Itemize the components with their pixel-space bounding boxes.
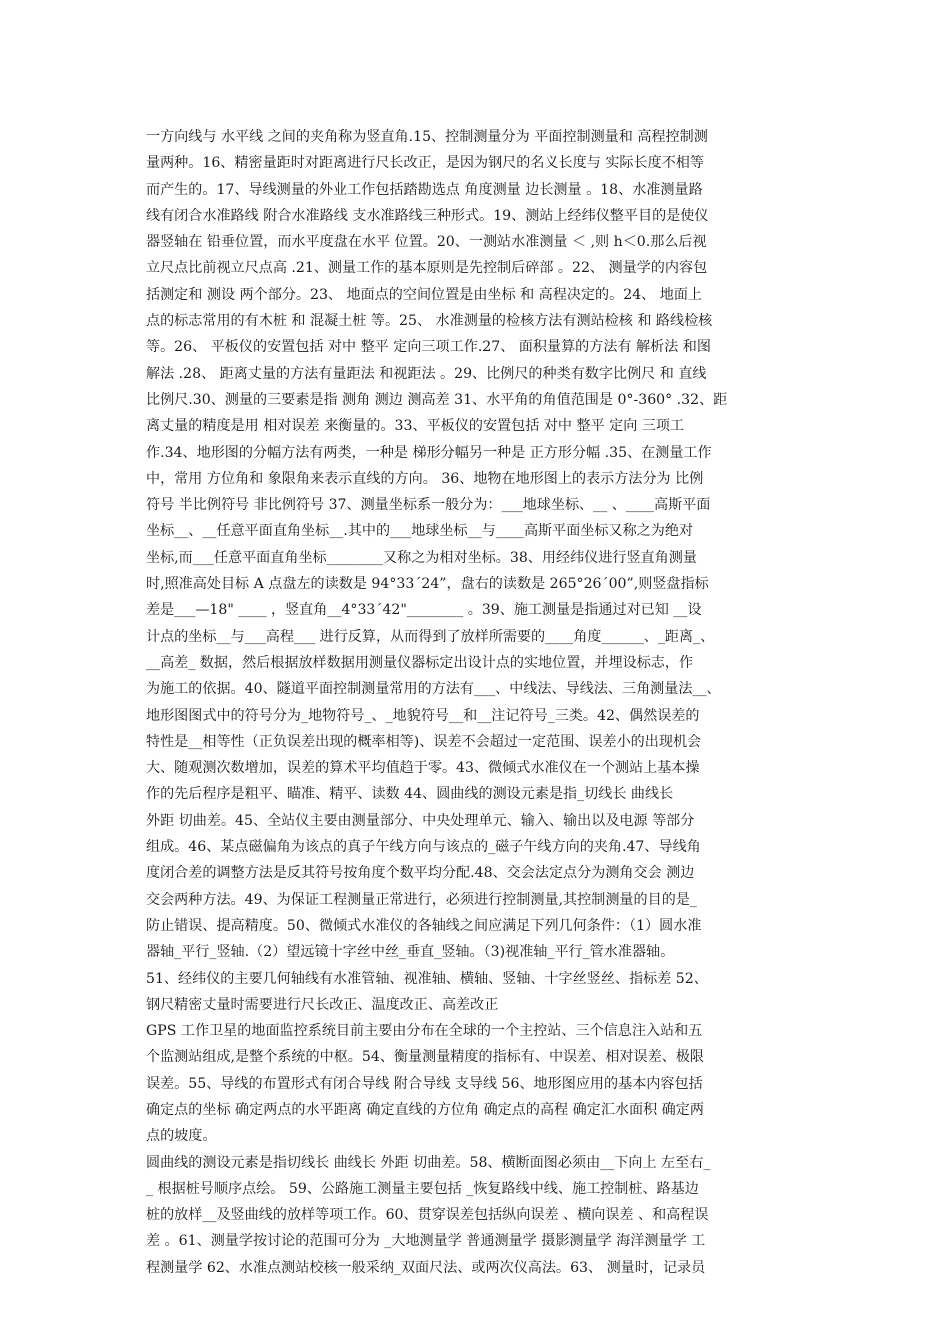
text-line: 器竖轴在 铅垂位置，而水平度盘在水平 位置。20、一测站水准测量 ＜ ,则 h＜0.那么后视 <box>146 234 707 251</box>
text-line: 地形图图式中的符号分为_地物符号_、_地貌符号__和__注记符号_三类。42、偶然误差的 <box>146 707 700 724</box>
text-line: 交会两种方法。49、为保证工程测量正常进行，必须进行控制测量,其控制测量的目的是_ <box>146 891 697 908</box>
text-line: 量两种。16、精密量距时对距离进行尺长改正，是因为钢尺的名义长度与 实际长度不相等 <box>146 155 704 172</box>
text-line: 差是___—18" ____ ，竖直角__4°33´42"________ 。39、施工测量是指通过对已知 __设 <box>146 602 702 619</box>
text-line: GPS 工作卫星的地面监控系统目前主要由分布在全球的一个主控站、三个信息注入站和五 <box>146 1023 703 1040</box>
text-line: 桩的放样__及竖曲线的放样等项工作。60、贯穿误差包括纵向误差 、横向误差 、和高程误 <box>146 1207 709 1224</box>
text-line: 组成。46、某点磁偏角为该点的真子午线方向与该点的_磁子午线方向的夹角.47、导线角 <box>146 839 701 856</box>
text-line: 解法 .28、 距离丈量的方法有量距法 和视距法 。29、比例尺的种类有数字比例尺 和 直线 <box>146 365 707 382</box>
text-line: _ 根据桩号顺序点绘。 59、公路施工测量主要包括 _恢复路线中线、施工控制桩、路基边 <box>146 1180 699 1197</box>
text-line: 钢尺精密丈量时需要进行尺长改正、温度改正、高差改正 <box>146 996 499 1013</box>
text-line: 而产生的。17、导线测量的外业工作包括踏勘选点 角度测量 边长测量 。18、水准测量路 <box>146 181 703 198</box>
text-line: 比例尺.30、测量的三要素是指 测角 测边 测高差 31、水平角的角值范围是 0°-360° .32、距 <box>146 391 728 408</box>
text-line: 特性是__相等性（正负误差出现的概率相等)、误差不会超过一定范围、误差小的出现机会 <box>146 733 702 750</box>
text-line: 离丈量的精度是用 相对误差 来衡量的。33、平板仪的安置包括 对中 整平 定向 三项工 <box>146 418 685 435</box>
text-line: 中，常用 方位角和 象限角来表示直线的方向。 36、地物在地形图上的表示方法分为 比例 <box>146 470 704 487</box>
text-line: 为施工的依据。40、隧道平面控制测量常用的方法有___、中线法、导线法、三角测量法__、 <box>146 681 721 698</box>
text-line: 作的先后程序是粗平、瞄准、精平、读数 44、圆曲线的测设元素是指_切线长 曲线长 <box>146 786 674 803</box>
text-line: 误差。55、导线的布置形式有闭合导线 附合导线 支导线 56、地形图应用的基本内容包括 <box>146 1075 703 1092</box>
text-line: 立尺点比前视立尺点高 .21、测量工作的基本原则是先控制后碎部 。22、 测量学的内容包 <box>146 260 708 277</box>
text-line: 时,照准高处目标 A 点盘左的读数是 94°33´24”，盘右的读数是 265°26´00”,则竖盘指标 <box>146 576 709 593</box>
text-line: 等。26、 平板仪的安置包括 对中 整平 定向三项工作.27、 面积量算的方法有 解析法 和图 <box>146 339 711 356</box>
text-line: 度闭合差的调整方法是反其符号按角度个数平均分配.48、交会法定点分为测角交会 测边 <box>146 865 695 882</box>
text-line: 圆曲线的测设元素是指切线长 曲线长 外距 切曲差。58、横断面图必须由__下向上 左至右_ <box>146 1154 711 1171</box>
text-line: 线有闭合水准路线 附合水准路线 支水准路线三种形式。19、测站上经纬仪整平目的是使仪 <box>146 207 709 224</box>
text-line: 坐标__、__任意平面直角坐标__.其中的___地球坐标__与____高斯平面坐标又称之为绝对 <box>146 523 694 540</box>
text-line: 坐标,而___任意平面直角坐标________又称之为相对坐标。38、用经纬仪进行竖直角测量 <box>146 549 697 566</box>
text-line: 括测定和 测设 两个部分。23、 地面点的空间位置是由坐标 和 高程决定的。24、 地面上 <box>146 286 703 303</box>
text-line: 点的标志常用的有木桩 和 混凝土桩 等。25、 水准测量的检核方法有测站检核 和 路线检核 <box>146 313 713 330</box>
text-line: 符号 半比例符号 非比例符号 37、测量坐标系一般分为：___地球坐标、__ 、____高斯平面 <box>146 497 711 514</box>
text-line: 计点的坐标__与___高程___ 进行反算，从而得到了放样所需要的____角度______、_距离_、 <box>146 628 715 645</box>
text-line: 程测量学 62、水准点测站校核一般采纳_双面尺法、或两次仪高法。63、 测量时，记录员 <box>146 1259 706 1276</box>
text-line: __高差_ 数据，然后根据放样数据用测量仪器标定出设计点的实地位置，并埋设标志，作 <box>146 654 694 671</box>
text-line: 大、随观测次数增加，误差的算术平均值趋于零。43、微倾式水准仪在一个测站上基本操 <box>146 760 700 777</box>
text-line: 51、经纬仪的主要几何轴线有水准管轴、视准轴、横轴、竖轴、十字丝竖丝、指标差 52、 <box>146 970 708 987</box>
text-line: 外距 切曲差。45、全站仪主要由测量部分、中央处理单元、输入、输出以及电源 等部分 <box>146 812 695 829</box>
text-line: 差 。61、测量学按讨论的范围可分为 _大地测量学 普通测量学 摄影测量学 海洋测量学 工 <box>146 1233 706 1250</box>
text-line: 防止错误、提高精度。50、微倾式水准仪的各轴线之间应满足下列几何条件：（1）圆水准 <box>146 917 702 934</box>
text-line: 一方向线与 水平线 之间的夹角称为竖直角.15、控制测量分为 平面控制测量和 高程控制测 <box>146 129 708 145</box>
text-line: 作.34、地形图的分幅方法有两类，一种是 梯形分幅另一种是 正方形分幅 .35、在测量工作 <box>146 444 712 461</box>
text-line: 确定点的坐标 确定两点的水平距离 确定直线的方位角 确定点的高程 确定汇水面积 确定两 <box>146 1101 704 1118</box>
text-line: 器轴_平行_竖轴.（2）望远镜十字丝中丝_垂直_竖轴。（3)视准轴_平行_管水准器轴。 <box>146 944 675 961</box>
document-body <box>146 124 808 1281</box>
text-line: 个监测站组成,是整个系统的中枢。54、衡量测量精度的指标有、中误差、相对误差、极限 <box>146 1049 704 1066</box>
text-line: 点的坡度。 <box>146 1128 217 1145</box>
